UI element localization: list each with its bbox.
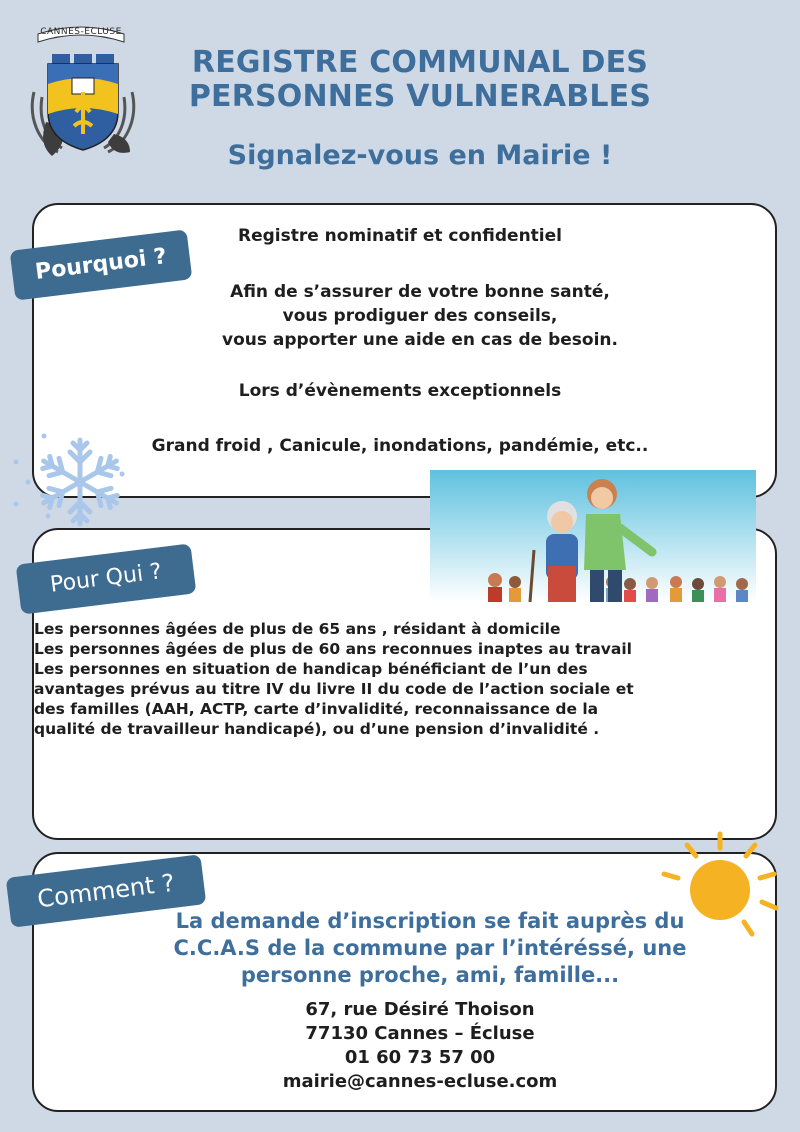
street-address: 67, rue Désiré Thoison — [305, 999, 535, 1020]
contact-block — [220, 998, 620, 1094]
pour-qui-line-2: Les personnes âgées de plus de 60 ans reconnues inaptes au travail — [34, 640, 632, 658]
pour-qui-tag: Pour Qui ? — [16, 543, 197, 614]
comment-tag: Comment ? — [6, 854, 207, 928]
town-crest-icon — [28, 22, 138, 162]
phone-number: 01 60 73 57 00 — [344, 1047, 496, 1068]
pour-qui-line-5: des familles (AAH, ACTP, carte d’invalidité, reconnaissance de la — [34, 700, 599, 718]
crest-banner — [36, 22, 126, 44]
pourquoi-line-6: Grand froid , Canicule, inondations, pandémie, etc.. — [151, 436, 649, 456]
crest-banner-text: CANNES-ECLUSE — [40, 27, 122, 37]
pourquoi-line-5: Lors d’évènements exceptionnels — [238, 381, 562, 401]
pour-qui-text — [34, 619, 774, 739]
email-address[interactable]: mairie@cannes-ecluse.com — [282, 1071, 558, 1092]
pourquoi-line-3: vous prodiguer des conseils, — [282, 306, 558, 326]
pourquoi-tag: Pourquoi ? — [10, 229, 193, 300]
comment-line-2: C.C.A.S de la commune par l’intéréssé, une — [173, 936, 687, 960]
comment-main-text — [150, 908, 710, 989]
pour-qui-line-4: avantages prévus au titre IV du livre II du code de l’action sociale et — [34, 680, 634, 698]
sun-icon — [660, 818, 785, 943]
postal-address: 77130 Cannes – Écluse — [305, 1023, 535, 1044]
page-subtitle: Signalez-vous en Mairie ! — [227, 140, 613, 171]
pour-qui-line-6: qualité de travailleur handicapé), ou d’une pension d’invalidité . — [34, 720, 600, 738]
comment-line-3: personne proche, ami, famille... — [240, 963, 620, 987]
title-line-1: REGISTRE COMMUNAL DES — [191, 45, 649, 80]
elderly-care-illustration — [430, 470, 756, 602]
snowflake-icon — [8, 432, 128, 532]
pour-qui-line-3: Les personnes en situation de handicap bénéficiant de l’un des — [34, 660, 588, 678]
pour-qui-line-1: Les personnes âgées de plus de 65 ans , résidant à domicile — [34, 620, 561, 638]
pourquoi-line-4: vous apporter une aide en cas de besoin. — [222, 330, 618, 350]
comment-line-1: La demande d’inscription se fait auprès du — [175, 909, 685, 933]
pourquoi-line-2: Afin de s’assurer de votre bonne santé, — [230, 282, 610, 302]
title-line-2: PERSONNES VULNERABLES — [188, 79, 652, 114]
pourquoi-line-1: Registre nominatif et confidentiel — [237, 226, 562, 246]
page-title — [150, 46, 690, 114]
